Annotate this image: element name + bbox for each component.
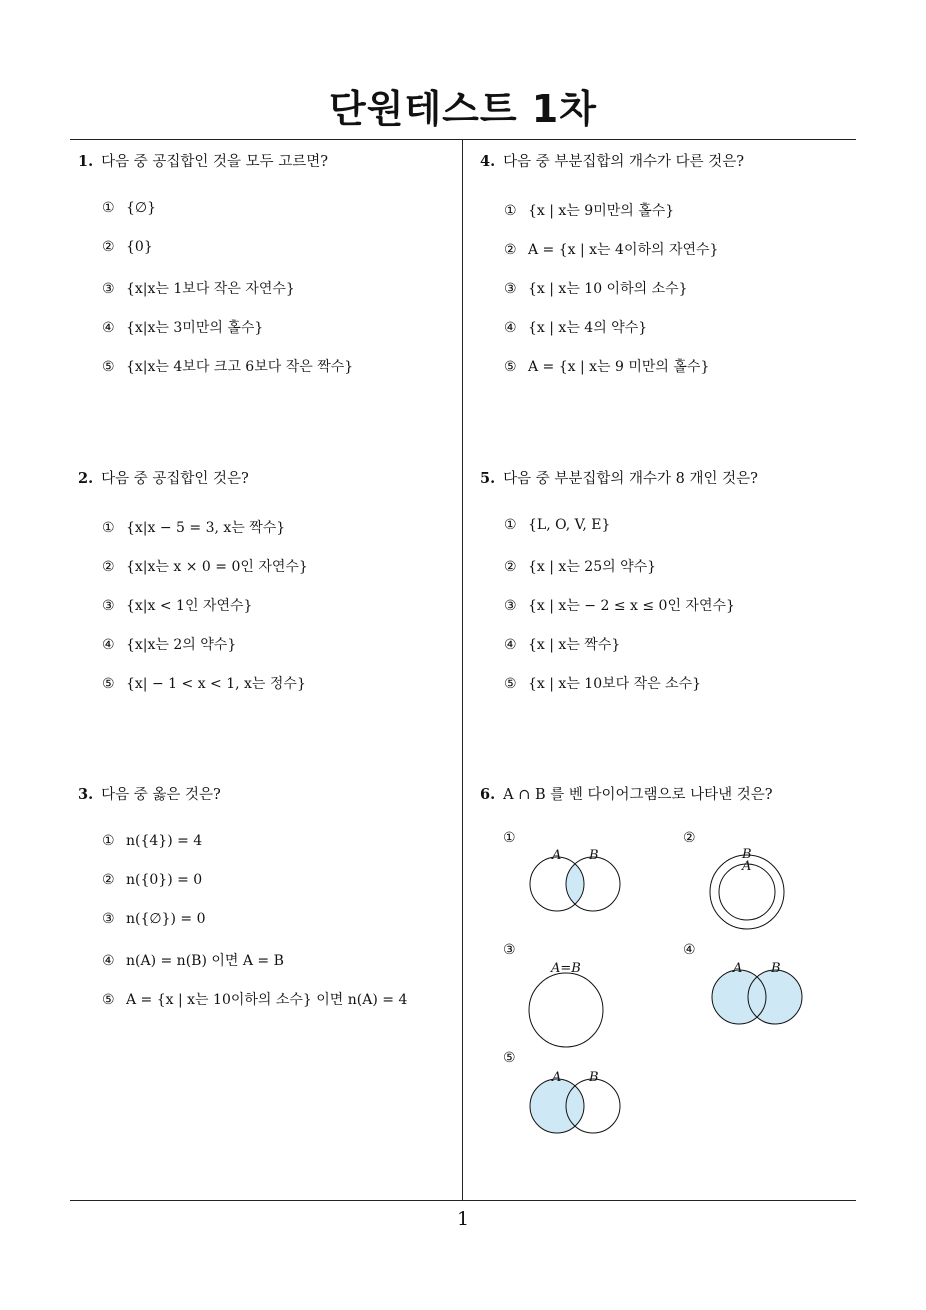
question-prompt: 다음 중 부분집합의 개수가 다른 것은? [503,154,745,170]
answer-option[interactable] [78,556,448,595]
question-6 [480,783,850,807]
question-header [480,467,850,491]
question-header [480,783,850,807]
set-label: A [552,848,562,863]
set-label: B [771,961,781,976]
option-text: n({0}) = 0 [126,872,203,888]
question-number: 4. [480,153,496,170]
set-label: B [589,1070,599,1085]
option-text: {x | x는 9미만의 홀수} [528,203,675,219]
option-text: {x|x는 3미만의 홀수} [126,320,264,336]
answer-option[interactable] [480,595,850,634]
option-text: {x| − 1 < x < 1, x는 정수} [126,676,306,692]
option-marker: ① [102,833,115,849]
answer-option[interactable] [78,239,448,278]
venn-diagram [521,1058,651,1148]
option-text: A = {x | x는 10이하의 소수} 이면 n(A) = 4 [126,992,408,1008]
option-text: A = {x | x는 9 미만의 홀수} [528,359,710,375]
venn-diagram [701,950,831,1040]
venn-diagram [521,840,651,930]
venn-diagram-options [503,830,843,1150]
set-label: A [552,1070,562,1085]
answer-option[interactable] [78,595,448,634]
option-marker: ⑤ [102,992,115,1008]
answer-option[interactable] [480,239,850,278]
option-text: n({4}) = 4 [126,833,203,849]
option-marker: ③ [102,598,115,614]
option-marker: ④ [504,320,517,336]
venn-option-5[interactable] [503,1050,653,1150]
answer-option[interactable] [480,317,850,356]
option-marker: ① [504,517,517,533]
question-header [78,783,448,807]
option-text: {∅} [126,200,157,216]
option-marker: ⑤ [504,359,517,375]
question-prompt: 다음 중 옳은 것은? [101,787,221,803]
answer-option[interactable] [78,517,448,556]
option-marker: ③ [504,598,517,614]
option-marker: ⑤ [102,359,115,375]
answer-option[interactable] [78,989,448,1028]
venn-option-2[interactable] [683,830,833,930]
option-text: {x | x는 25의 약수} [528,559,657,575]
question-number: 1. [78,153,94,170]
answer-option[interactable] [78,200,448,239]
option-marker: ② [504,559,517,575]
question-number: 6. [480,786,496,803]
option-text: {x | x는 10보다 작은 소수} [528,676,702,692]
question-4 [480,150,850,395]
answer-option[interactable] [78,278,448,317]
option-marker: ④ [102,637,115,653]
answer-option[interactable] [78,673,448,712]
bottom-divider [70,1200,856,1201]
option-marker: ⑤ [503,1050,516,1066]
answer-option[interactable] [480,356,850,395]
option-text: {x | x는 짝수} [528,637,621,653]
option-marker: ③ [102,281,115,297]
option-marker: ③ [504,281,517,297]
option-text: {x|x는 x × 0 = 0인 자연수} [126,559,308,575]
question-5 [480,467,850,712]
option-marker: ④ [102,320,115,336]
answer-option[interactable] [480,634,850,673]
question-prompt: 다음 중 공집합인 것은? [101,471,249,487]
option-text: A = {x | x는 4이하의 자연수} [528,242,719,258]
option-marker: ① [102,520,115,536]
answer-option[interactable] [78,356,448,395]
venn-option-3[interactable] [503,942,653,1052]
venn-diagram [701,838,831,938]
option-text: {x|x는 4보다 크고 6보다 작은 짝수} [126,359,354,375]
set-label: B [589,848,599,863]
question-number: 2. [78,470,94,487]
answer-option[interactable] [480,200,850,239]
option-text: n({∅}) = 0 [126,911,206,927]
answer-option[interactable] [78,317,448,356]
option-text: {L, O, V, E} [528,517,611,533]
option-marker: ① [504,203,517,219]
option-marker: ① [503,830,516,846]
question-prompt: A ∩ B 를 벤 다이어그램으로 나타낸 것은? [503,787,773,803]
option-marker: ① [102,200,115,216]
answer-option[interactable] [480,556,850,595]
question-header [78,467,448,491]
option-text: {x|x는 1보다 작은 자연수} [126,281,295,297]
option-marker: ③ [503,942,516,958]
question-3 [78,783,448,1028]
venn-diagram [521,950,651,1055]
option-text: {x | x는 − 2 ≤ x ≤ 0인 자연수} [528,598,735,614]
option-marker: ④ [683,942,696,958]
option-text: {x|x는 2의 약수} [126,637,237,653]
answer-option[interactable] [78,872,448,911]
question-header [480,150,850,174]
set-label: A [733,961,743,976]
option-marker: ② [504,242,517,258]
set-label: A=B [551,961,581,976]
option-text: {x|x − 5 = 3, x는 짝수} [126,520,286,536]
page-title: 단원테스트 1차 [329,87,597,131]
question-1 [78,150,448,395]
question-header [78,150,448,174]
option-marker: ② [683,830,696,846]
answer-option[interactable] [480,278,850,317]
answer-option[interactable] [78,833,448,872]
answer-option[interactable] [78,911,448,950]
set-label: B [742,847,752,862]
venn-option-4[interactable] [683,942,833,1042]
option-marker: ② [102,239,115,255]
question-prompt: 다음 중 부분집합의 개수가 8 개인 것은? [503,471,758,487]
option-marker: ③ [102,911,115,927]
option-marker: ⑤ [504,676,517,692]
venn-option-1[interactable] [503,830,653,930]
option-marker: ② [102,872,115,888]
option-marker: ④ [504,637,517,653]
column-divider [462,139,463,1201]
answer-option[interactable] [480,517,850,556]
set-circle [529,973,603,1047]
option-marker: ⑤ [102,676,115,692]
question-number: 5. [480,470,496,487]
top-divider [70,139,856,140]
answer-option[interactable] [78,950,448,989]
option-text: {x | x는 4의 약수} [528,320,648,336]
question-number: 3. [78,786,94,803]
answer-option[interactable] [78,634,448,673]
option-text: {x | x는 10 이하의 소수} [528,281,688,297]
option-text: {x|x < 1인 자연수} [126,598,253,614]
option-text: n(A) = n(B) 이면 A = B [126,953,284,969]
page-number: 1 [456,1208,470,1230]
set-label: A [742,859,752,874]
question-2 [78,467,448,712]
option-marker: ② [102,559,115,575]
option-text: {0} [126,239,153,255]
option-marker: ④ [102,953,115,969]
answer-option[interactable] [480,673,850,712]
question-prompt: 다음 중 공집합인 것을 모두 고르면? [101,154,329,170]
